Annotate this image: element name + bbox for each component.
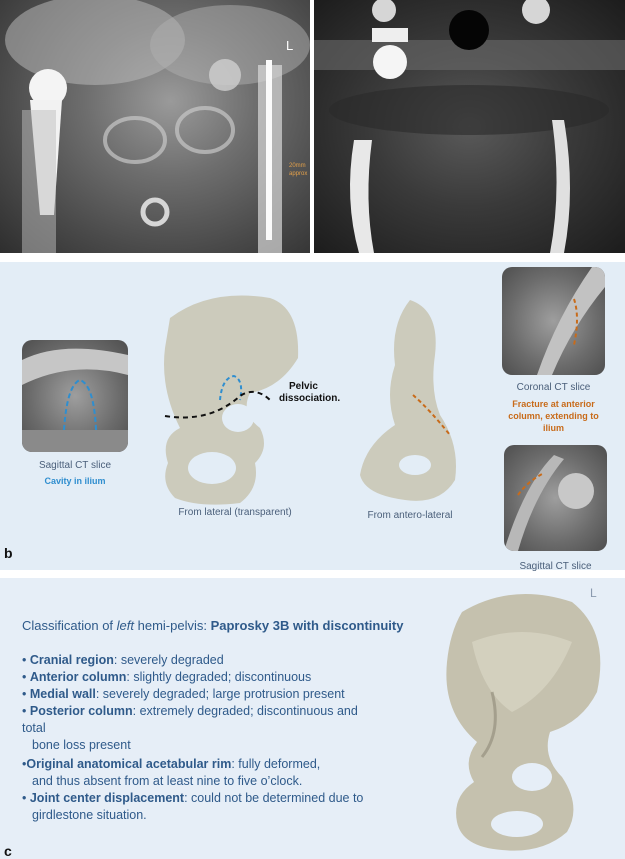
- desc-medial: : severely degraded; large protrusion present: [95, 687, 345, 701]
- xray-scale-text-2: approx: [289, 171, 308, 177]
- xray-graphic: [0, 0, 310, 253]
- term-medial: Medial wall: [29, 687, 96, 701]
- list-item-cranial: • Cranial region: severely degraded: [22, 653, 224, 667]
- list-item-anterior: • Anterior column: slightly degraded; discontinuous: [22, 670, 312, 684]
- list-item-medial: • Medial wall: severely degraded; large protrusion present: [22, 687, 345, 701]
- term-rim: Original anatomical acetabular rim: [26, 757, 232, 771]
- desc-joint: : could not be determined due to: [184, 791, 364, 805]
- classification-middle: hemi-pelvis:: [134, 618, 211, 633]
- desc-rim: : fully deformed,: [231, 757, 321, 771]
- term-posterior: Posterior column: [29, 704, 133, 718]
- coronal-slice-right-graphic: [502, 267, 605, 375]
- pelvic-dissociation-label-2: dissociation.: [279, 393, 341, 404]
- desc-posterior: : extremely degraded; discontinuous and total: [22, 704, 358, 735]
- sagittal-left-note: Cavity in ilium: [44, 476, 106, 486]
- panel-c-label: c: [4, 843, 12, 859]
- term-cranial: Cranial region: [29, 653, 114, 667]
- xray-scale-text-1: 20mm: [289, 163, 306, 169]
- sagittal-slice-left: [22, 340, 128, 452]
- xray-image: [0, 0, 310, 253]
- pelvic-dissociation-label-1: Pelvic: [289, 381, 318, 392]
- ct-graphic: [314, 0, 625, 253]
- coronal-slice-right: [502, 267, 605, 375]
- panel-c-side-marker: L: [590, 586, 597, 600]
- hemipelvis-3d-model: [432, 582, 612, 857]
- term-anterior: Anterior column: [29, 670, 127, 684]
- sagittal-right-title: Sagittal CT slice: [519, 561, 592, 572]
- desc-rim-2: and thus absent from at least nine to five o’clock.: [32, 774, 303, 788]
- xray-side-marker: L: [286, 38, 294, 53]
- desc-cranial: : severely degraded: [113, 653, 224, 667]
- desc-posterior-2: bone loss present: [32, 738, 131, 752]
- desc-joint-2: girdlestone situation.: [32, 808, 147, 822]
- desc-anterior: : slightly degraded; discontinuous: [126, 670, 312, 684]
- classification-side-word: left: [116, 618, 134, 633]
- ct-image: [314, 0, 625, 253]
- assessment-list-1: [22, 652, 382, 754]
- antero-lateral-pelvis-model: [345, 295, 480, 510]
- coronal-right-note-1: Fracture at anterior: [512, 399, 595, 409]
- classification-result: Paprosky 3B with discontinuity: [210, 618, 404, 633]
- panel-b-label: b: [4, 545, 13, 561]
- list-item-rim: •Original anatomical acetabular rim: fully deformed,: [22, 757, 321, 771]
- list-item-posterior: • Posterior column: extremely degraded; discontinuous and total: [22, 704, 358, 735]
- list-item-rim-cont: [22, 773, 402, 790]
- list-item-joint: • Joint center displacement: could not be determined due to: [22, 791, 364, 805]
- list-item-joint-cont: [22, 807, 402, 824]
- sagittal-slice-left-graphic: [22, 340, 128, 452]
- coronal-right-note-2: column, extending to: [508, 411, 599, 421]
- classification-line: [22, 618, 403, 633]
- term-joint: Joint center displacement: [29, 791, 185, 805]
- coronal-right-title: Coronal CT slice: [516, 382, 591, 393]
- antero-lateral-caption: From antero-lateral: [367, 510, 453, 521]
- assessment-list-2: [22, 756, 402, 824]
- coronal-right-note-3: ilium: [542, 423, 564, 433]
- sagittal-slice-right: [504, 445, 607, 551]
- sagittal-left-title: Sagittal CT slice: [38, 460, 112, 471]
- lateral-view-caption: From lateral (transparent): [178, 507, 292, 518]
- classification-prefix: Classification of: [22, 618, 117, 633]
- sagittal-slice-right-graphic: [504, 445, 607, 551]
- list-item-posterior-cont: [22, 737, 382, 754]
